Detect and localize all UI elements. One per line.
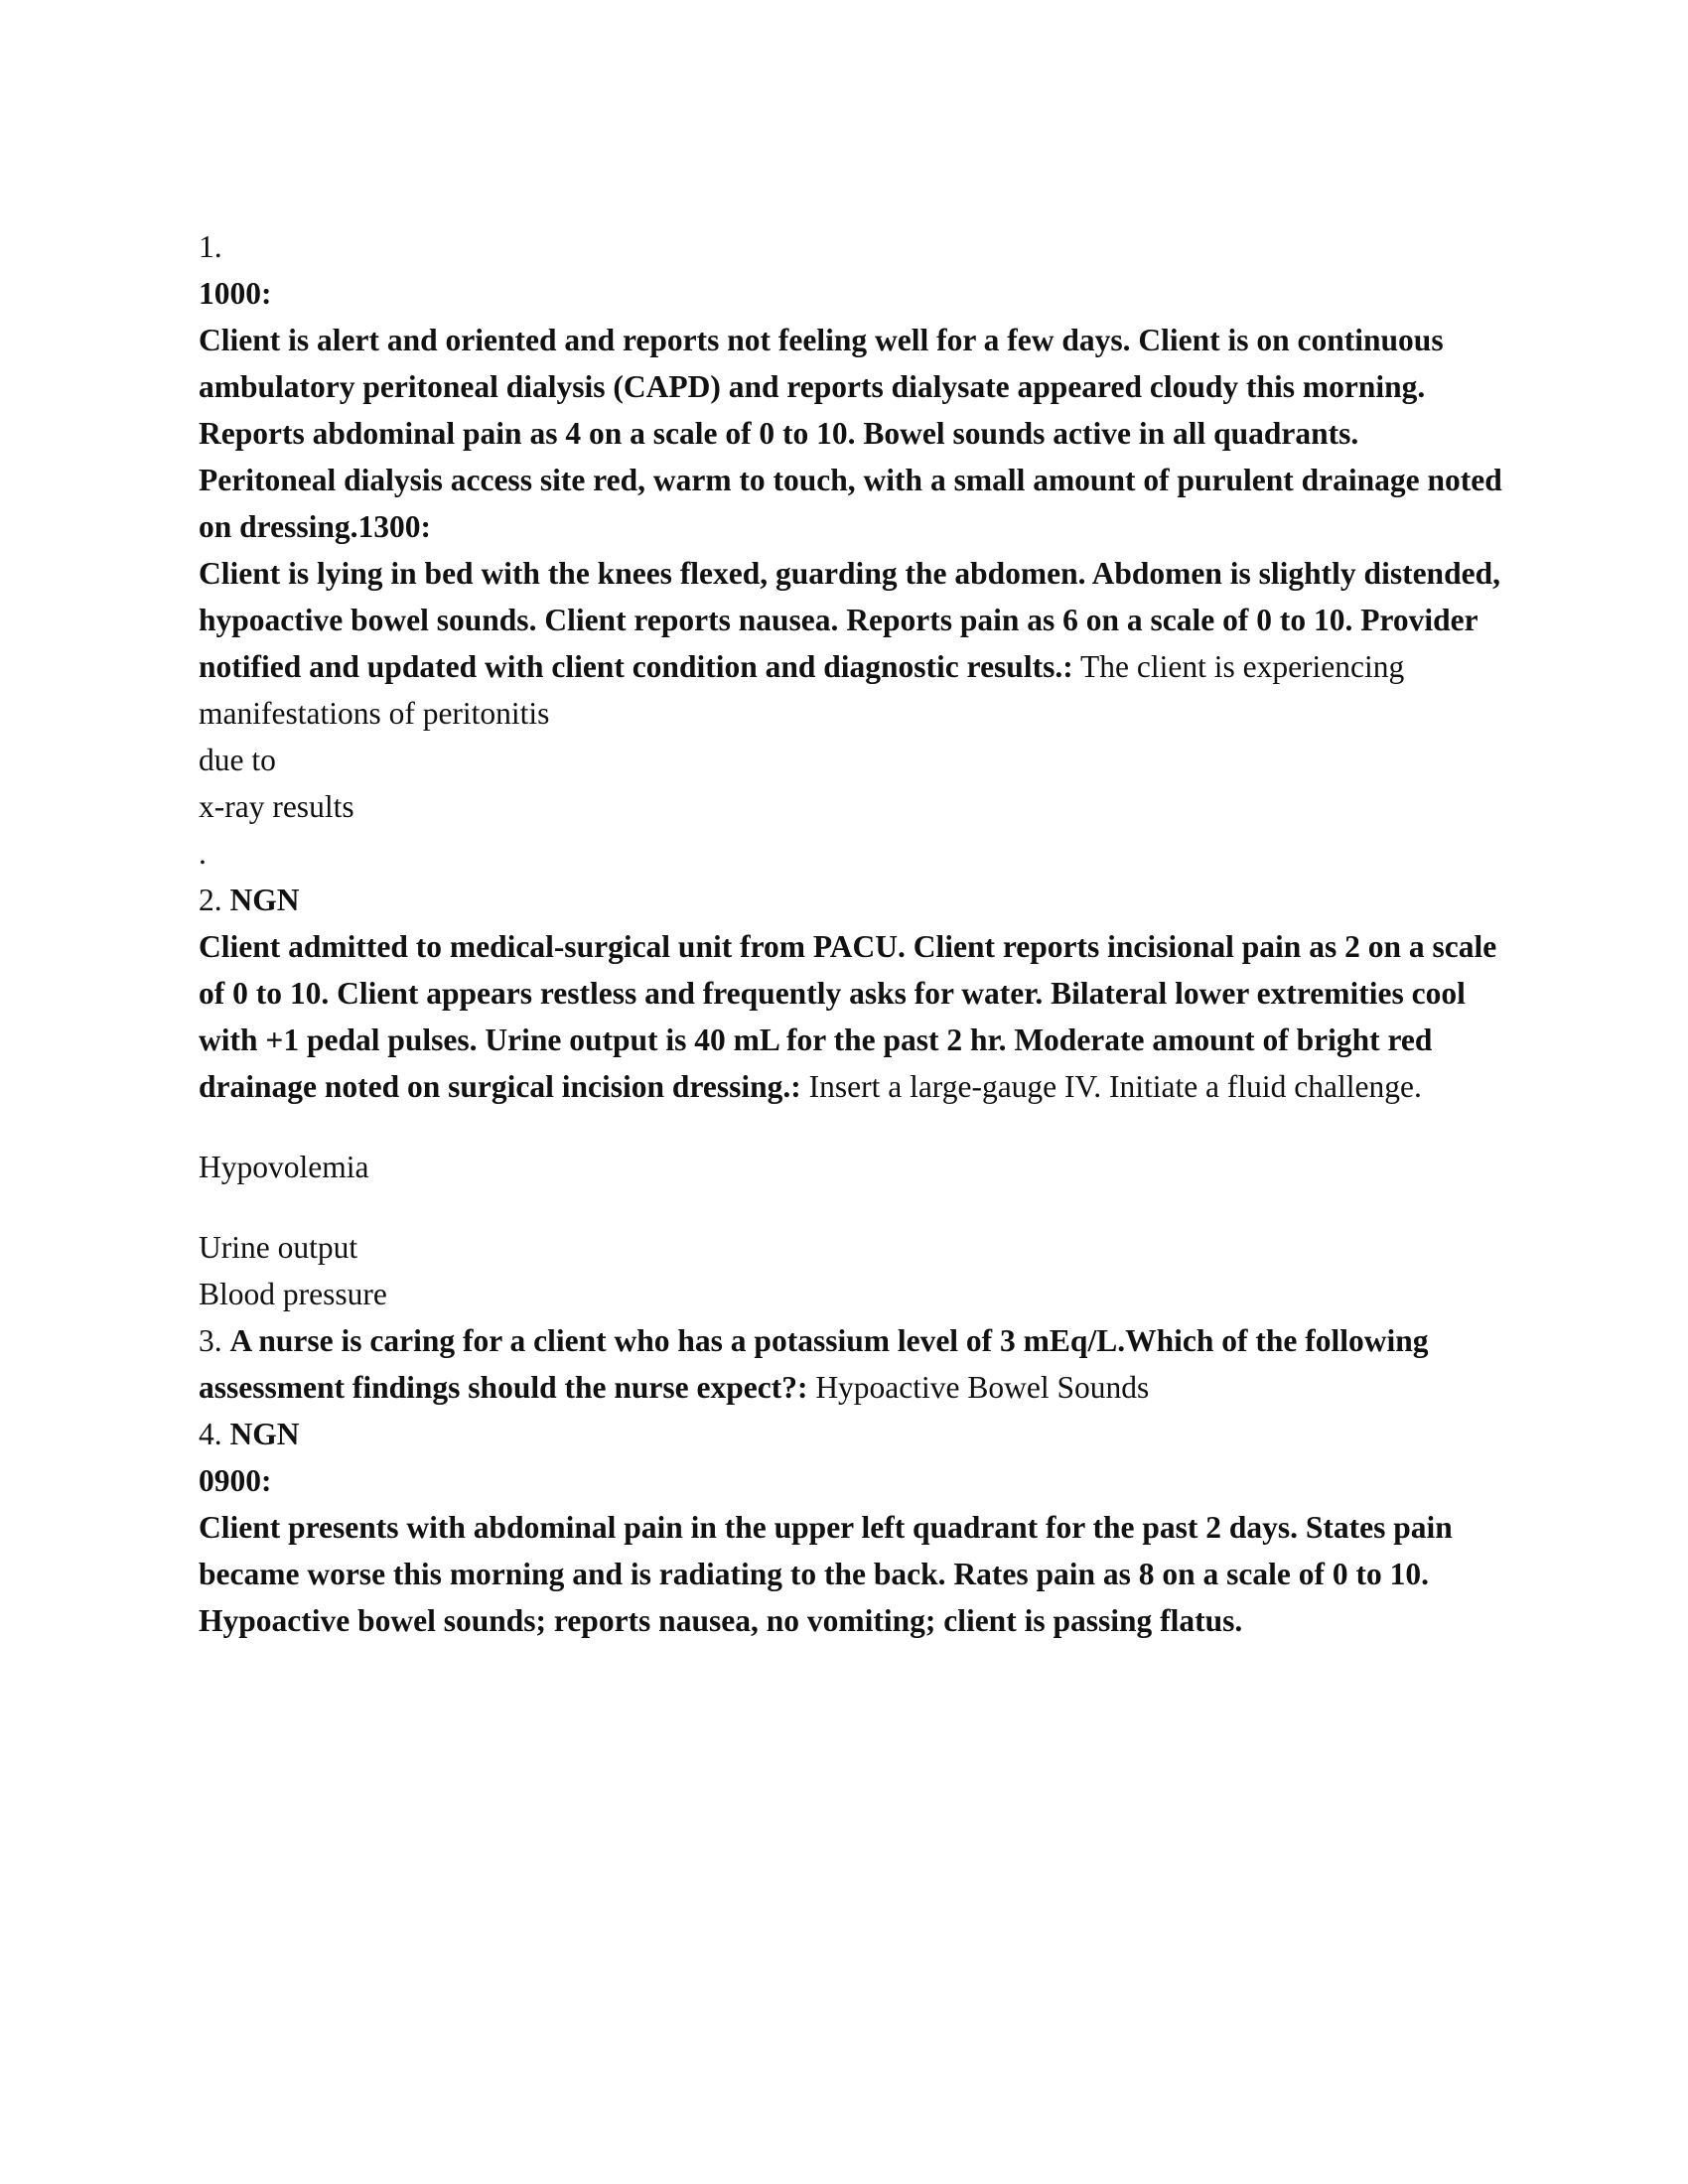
item-1-time-1000: 1000: xyxy=(199,276,272,311)
item-3-number: 3. xyxy=(199,1323,222,1358)
item-1-answer-line-3: x-ray results xyxy=(199,789,354,824)
item-4-tag: NGN xyxy=(229,1417,300,1451)
item-2-number: 2. xyxy=(199,883,222,917)
document-page xyxy=(199,223,1509,1644)
item-2-answer: Insert a large-gauge IV. Initiate a fluid challenge. xyxy=(800,1069,1422,1104)
item-3-question: A nurse is caring for a client who has a potassium level of 3 mEq/L.Which of the following assessment findings should the nurse expect?: xyxy=(199,1323,1429,1405)
item-2-answer-blood-pressure: Blood pressure xyxy=(199,1277,387,1311)
item-4-paragraph-2: Hypoactive bowel sounds; reports nausea, no vomiting; client is passing flatus. xyxy=(199,1603,1243,1638)
item-1-paragraph-1: Client is alert and oriented and reports not feeling well for a few days. Client is on continuous ambulatory peritoneal dialysis (CAPD) and reports dialysate appeared cloudy this morning. xyxy=(199,323,1444,404)
item-2-tag: NGN xyxy=(229,883,300,917)
item-1-answer-line-2: due to xyxy=(199,743,276,777)
item-1-number: 1. xyxy=(199,229,222,264)
item-1-paragraph-2: Reports abdominal pain as 4 on a scale of 0 to 10. Bowel sounds active in all quadrants. xyxy=(199,416,1359,451)
item-2-answer-urine-output: Urine output xyxy=(199,1230,358,1265)
item-3-answer: Hypoactive Bowel Sounds xyxy=(807,1370,1150,1405)
item-4-time-0900: 0900: xyxy=(199,1463,272,1498)
item-4-paragraph-1: Client presents with abdominal pain in the upper left quadrant for the past 2 days. States pain became worse this morning and is radiating to the back. Rates pain as 8 on a scale of 0 to 10. xyxy=(199,1510,1453,1591)
item-1-paragraph-3: Peritoneal dialysis access site red, warm to touch, with a small amount of purulent drainage noted on dressing.1300: xyxy=(199,463,1502,544)
item-2-answer-hypovolemia: Hypovolemia xyxy=(199,1150,369,1184)
item-1-paragraph-4: Client is lying in bed with the knees flexed, guarding the abdomen. Abdomen is slightly distended, hypoactive bowel sounds. Client reports nausea. Reports pain as 6 on a scale of 0 to 10. Provider notified and updated with client condition and diagnostic results.: The client is experiencing manifestations of peritonitis xyxy=(199,556,1500,731)
item-2-paragraph: Client admitted to medical-surgical unit from PACU. Client reports incisional pain as 2 on a scale of 0 to 10. Client appears restless and frequently asks for water. Bilateral lower extremities cool with +1 pedal pulses. Urine output is 40 mL for the past 2 hr. Moderate amount of bright red drainage noted on surgical incision dressing.: Insert a large-gauge IV. Initiate a fluid challenge. xyxy=(199,929,1497,1104)
item-1-answer: The client is experiencing manifestations of peritonitis xyxy=(199,649,1405,731)
item-1-answer-line-4: . xyxy=(199,836,207,871)
item-3-paragraph xyxy=(199,1317,1509,1411)
item-4-number: 4. xyxy=(199,1417,222,1451)
item-2-heading xyxy=(199,877,1509,923)
item-4-heading xyxy=(199,1411,1509,1457)
